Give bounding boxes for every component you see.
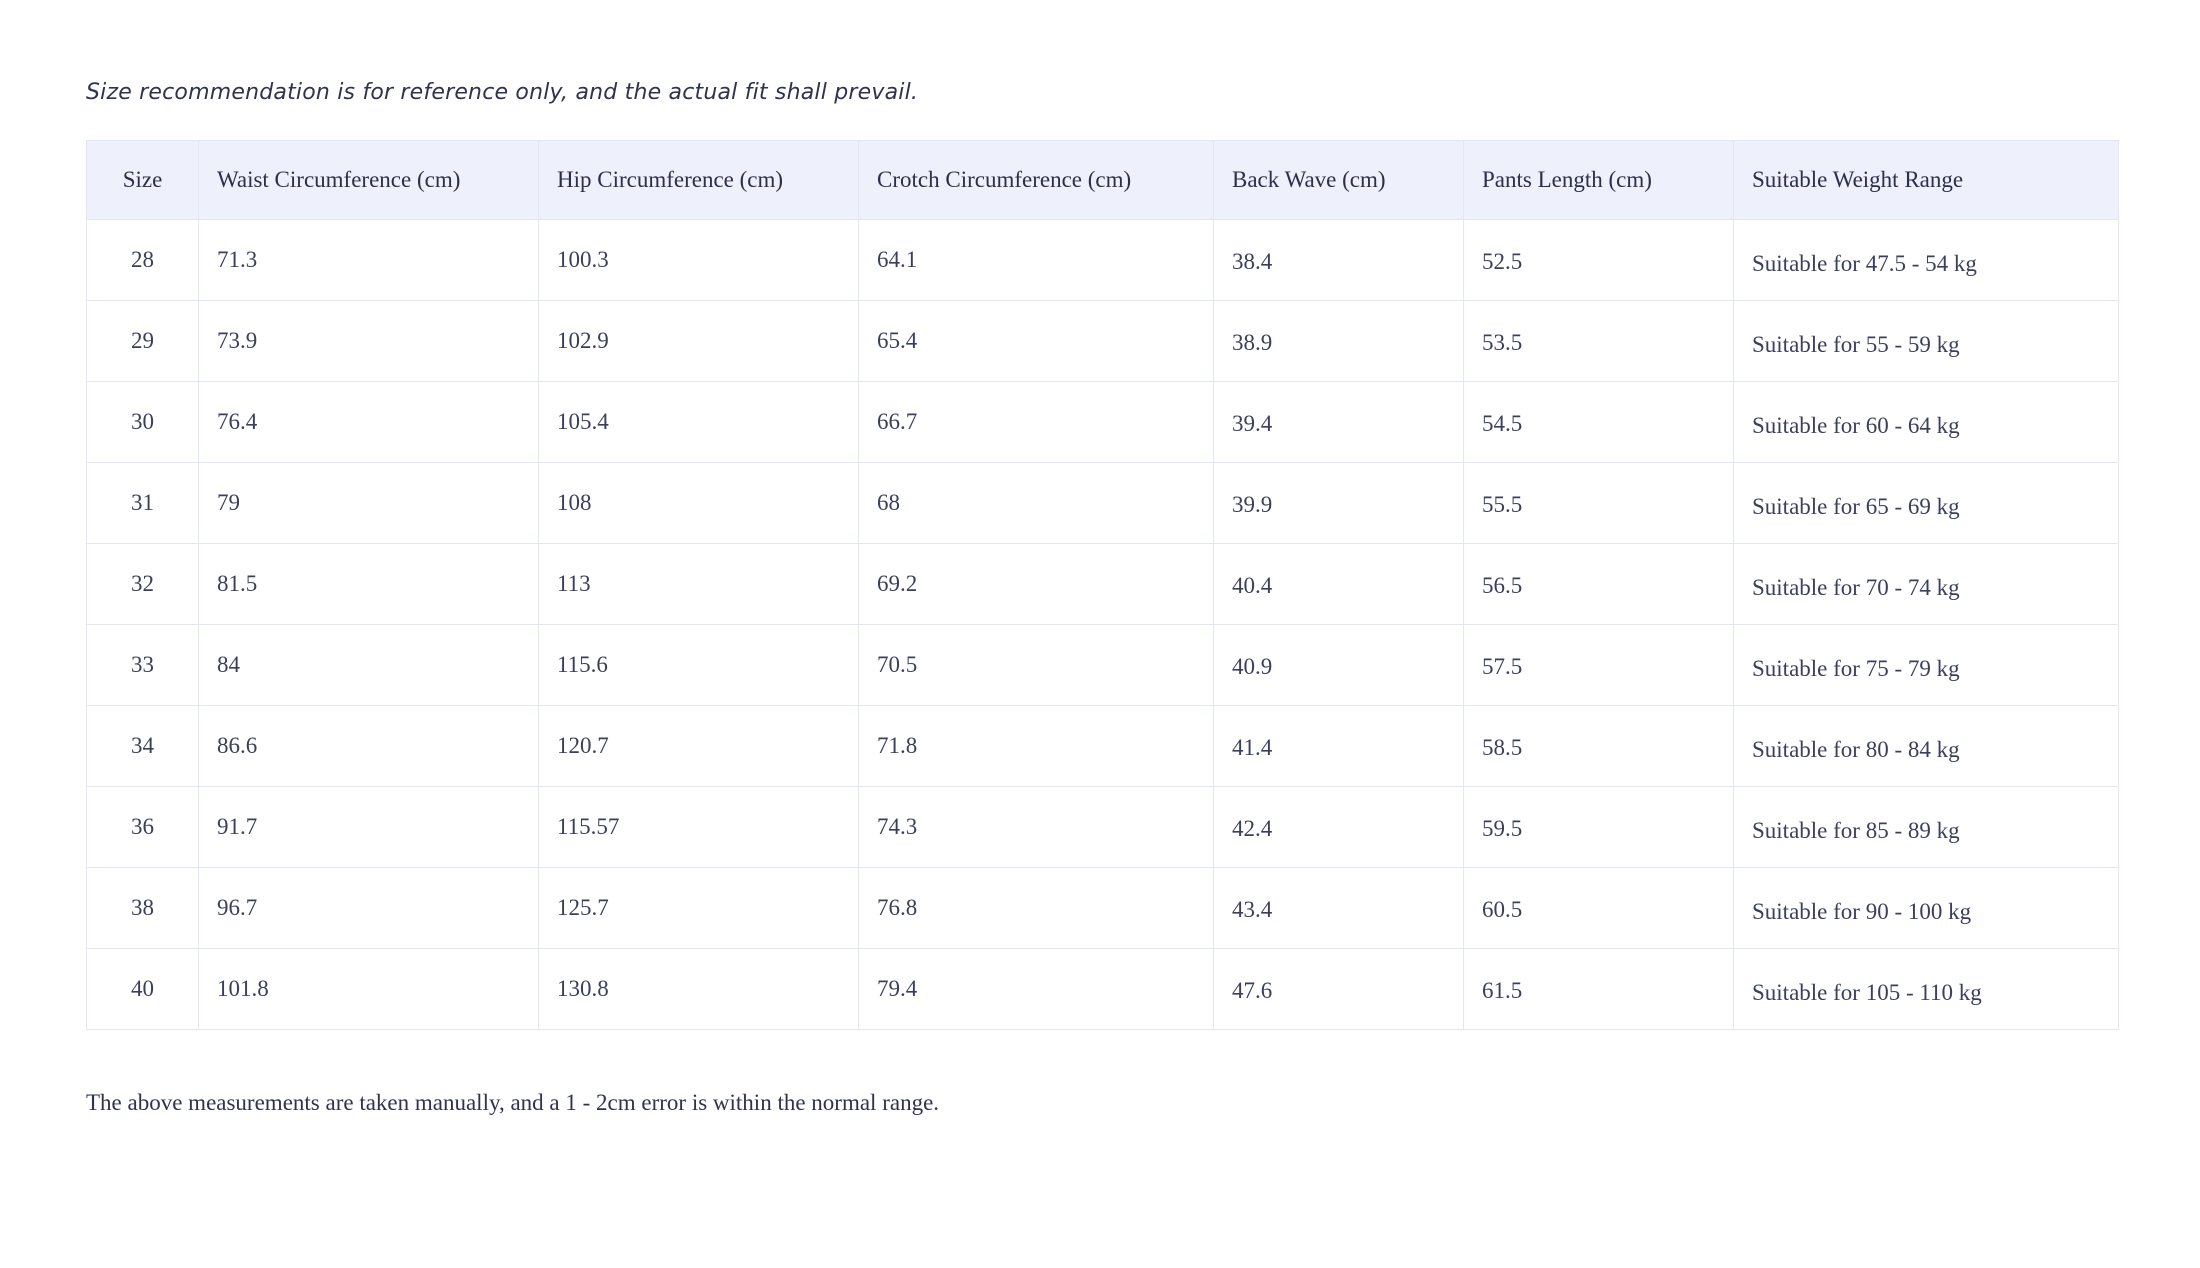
cell-hip: 102.9 — [539, 301, 859, 382]
cell-back-wave — [1214, 220, 1464, 301]
cell-back-wave — [1214, 301, 1464, 382]
cell-size: 33 — [87, 625, 199, 706]
cell-pants-length — [1464, 706, 1734, 787]
cell-back-wave-value: 38.4 — [1232, 249, 1273, 274]
cell-crotch: 69.2 — [859, 544, 1214, 625]
cell-hip: 113 — [539, 544, 859, 625]
cell-hip: 115.57 — [539, 787, 859, 868]
cell-pants-length — [1464, 625, 1734, 706]
cell-waist: 71.3 — [199, 220, 539, 301]
cell-weight-range — [1734, 301, 2119, 382]
cell-weight-range — [1734, 706, 2119, 787]
size-reference-note: Size recommendation is for reference only, and the actual fit shall prevail. — [86, 80, 919, 105]
table-row — [87, 220, 2119, 301]
cell-back-wave — [1214, 625, 1464, 706]
cell-pants-length-value: 54.5 — [1482, 411, 1523, 436]
cell-pants-length — [1464, 787, 1734, 868]
cell-weight-range — [1734, 382, 2119, 463]
cell-weight-range-value: Suitable for 47.5 - 54 kg — [1752, 251, 1977, 276]
cell-pants-length-value: 55.5 — [1482, 492, 1523, 517]
cell-size: 28 — [87, 220, 199, 301]
column-header-pants-length: Pants Length (cm) — [1464, 141, 1734, 220]
cell-back-wave-value: 39.4 — [1232, 411, 1273, 436]
cell-crotch: 64.1 — [859, 220, 1214, 301]
cell-weight-range-value: Suitable for 105 - 110 kg — [1752, 980, 1982, 1005]
cell-weight-range — [1734, 220, 2119, 301]
cell-back-wave-value: 40.4 — [1232, 573, 1273, 598]
size-table-body — [87, 220, 2119, 1030]
cell-back-wave — [1214, 706, 1464, 787]
cell-back-wave-value: 38.9 — [1232, 330, 1273, 355]
cell-pants-length-value: 59.5 — [1482, 816, 1523, 841]
table-row — [87, 706, 2119, 787]
cell-hip: 130.8 — [539, 949, 859, 1030]
cell-pants-length — [1464, 463, 1734, 544]
cell-weight-range — [1734, 868, 2119, 949]
cell-back-wave — [1214, 382, 1464, 463]
cell-pants-length — [1464, 220, 1734, 301]
column-header-crotch: Crotch Circumference (cm) — [859, 141, 1214, 220]
cell-pants-length — [1464, 301, 1734, 382]
measurement-disclaimer: The above measurements are taken manually, and a 1 - 2cm error is within the normal range. — [86, 1090, 940, 1115]
cell-pants-length-value: 58.5 — [1482, 735, 1523, 760]
cell-back-wave — [1214, 868, 1464, 949]
cell-hip: 125.7 — [539, 868, 859, 949]
cell-weight-range — [1734, 625, 2119, 706]
cell-crotch: 68 — [859, 463, 1214, 544]
cell-size: 29 — [87, 301, 199, 382]
cell-pants-length-value: 61.5 — [1482, 978, 1523, 1003]
cell-weight-range-value: Suitable for 55 - 59 kg — [1752, 332, 1960, 357]
cell-hip: 115.6 — [539, 625, 859, 706]
cell-weight-range-value: Suitable for 65 - 69 kg — [1752, 494, 1960, 519]
size-table-header — [87, 141, 2119, 220]
cell-waist: 86.6 — [199, 706, 539, 787]
table-row — [87, 787, 2119, 868]
cell-back-wave-value: 42.4 — [1232, 816, 1273, 841]
cell-hip: 105.4 — [539, 382, 859, 463]
cell-back-wave-value: 47.6 — [1232, 978, 1273, 1003]
cell-crotch: 76.8 — [859, 868, 1214, 949]
cell-weight-range — [1734, 787, 2119, 868]
cell-hip: 120.7 — [539, 706, 859, 787]
cell-weight-range — [1734, 544, 2119, 625]
cell-size: 32 — [87, 544, 199, 625]
cell-size: 34 — [87, 706, 199, 787]
cell-waist: 73.9 — [199, 301, 539, 382]
cell-weight-range — [1734, 463, 2119, 544]
cell-waist: 76.4 — [199, 382, 539, 463]
cell-back-wave — [1214, 544, 1464, 625]
cell-back-wave-value: 40.9 — [1232, 654, 1273, 679]
cell-crotch: 66.7 — [859, 382, 1214, 463]
cell-size: 31 — [87, 463, 199, 544]
cell-waist: 91.7 — [199, 787, 539, 868]
cell-back-wave-value: 39.9 — [1232, 492, 1273, 517]
cell-crotch: 79.4 — [859, 949, 1214, 1030]
cell-pants-length — [1464, 544, 1734, 625]
cell-crotch: 65.4 — [859, 301, 1214, 382]
table-row — [87, 868, 2119, 949]
cell-weight-range-value: Suitable for 60 - 64 kg — [1752, 413, 1960, 438]
cell-weight-range-value: Suitable for 75 - 79 kg — [1752, 656, 1960, 681]
cell-waist: 101.8 — [199, 949, 539, 1030]
cell-back-wave — [1214, 949, 1464, 1030]
cell-size: 36 — [87, 787, 199, 868]
column-header-size: Size — [87, 141, 199, 220]
cell-weight-range-value: Suitable for 90 - 100 kg — [1752, 899, 1972, 924]
cell-waist: 81.5 — [199, 544, 539, 625]
table-row — [87, 463, 2119, 544]
cell-back-wave — [1214, 463, 1464, 544]
cell-waist: 79 — [199, 463, 539, 544]
cell-waist: 84 — [199, 625, 539, 706]
cell-hip: 108 — [539, 463, 859, 544]
cell-pants-length — [1464, 949, 1734, 1030]
cell-pants-length-value: 57.5 — [1482, 654, 1523, 679]
cell-weight-range-value: Suitable for 70 - 74 kg — [1752, 575, 1960, 600]
cell-pants-length — [1464, 868, 1734, 949]
cell-size: 38 — [87, 868, 199, 949]
cell-hip: 100.3 — [539, 220, 859, 301]
cell-size: 30 — [87, 382, 199, 463]
cell-crotch: 74.3 — [859, 787, 1214, 868]
cell-pants-length-value: 52.5 — [1482, 249, 1523, 274]
cell-pants-length-value: 56.5 — [1482, 573, 1523, 598]
cell-crotch: 71.8 — [859, 706, 1214, 787]
cell-pants-length-value: 53.5 — [1482, 330, 1523, 355]
cell-size: 40 — [87, 949, 199, 1030]
column-header-weight-range: Suitable Weight Range — [1734, 141, 2119, 220]
table-row — [87, 382, 2119, 463]
column-header-hip: Hip Circumference (cm) — [539, 141, 859, 220]
cell-pants-length — [1464, 382, 1734, 463]
cell-back-wave — [1214, 787, 1464, 868]
table-row — [87, 544, 2119, 625]
cell-crotch: 70.5 — [859, 625, 1214, 706]
table-row — [87, 949, 2119, 1030]
column-header-waist: Waist Circumference (cm) — [199, 141, 539, 220]
cell-waist: 96.7 — [199, 868, 539, 949]
cell-weight-range-value: Suitable for 85 - 89 kg — [1752, 818, 1960, 843]
table-row — [87, 625, 2119, 706]
cell-pants-length-value: 60.5 — [1482, 897, 1523, 922]
cell-weight-range — [1734, 949, 2119, 1030]
column-header-back-wave: Back Wave (cm) — [1214, 141, 1464, 220]
cell-back-wave-value: 43.4 — [1232, 897, 1273, 922]
table-header-row — [87, 141, 2119, 220]
size-table-container — [86, 140, 2118, 1030]
cell-back-wave-value: 41.4 — [1232, 735, 1273, 760]
table-row — [87, 301, 2119, 382]
cell-weight-range-value: Suitable for 80 - 84 kg — [1752, 737, 1960, 762]
size-table — [86, 140, 2119, 1030]
